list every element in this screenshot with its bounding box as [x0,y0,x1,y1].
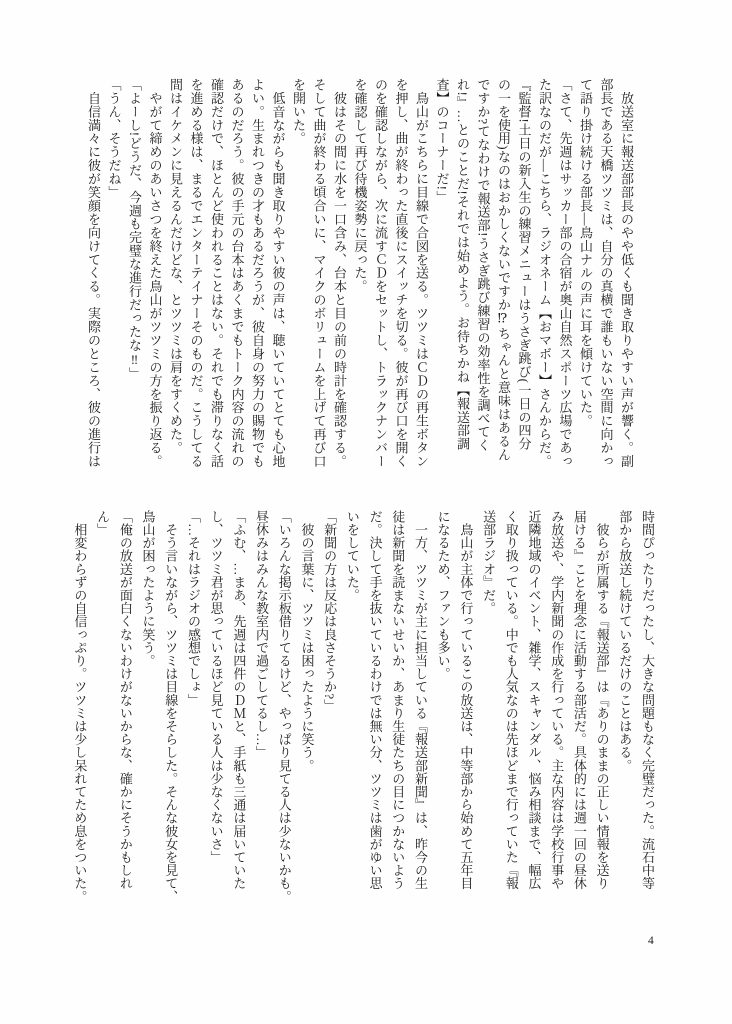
text-line: の一を使用)なのはおかしくないですか⁉ちゃんと意味はあるん [496,78,511,462]
text-line: 近隣地域のイベント、雑学、スキャンダル、悩み相談まで、幅広 [526,510,542,890]
bottom-text-block [68,510,658,904]
text-line: て語り掛け続ける部長―鳥山ナルの声に耳を傾けていた。 [578,78,593,428]
text-line: 徒は新聞を読まないせいか、あまり生徒たちの目につかないよう [390,510,406,890]
text-line: になるため、ファンも多い。 [435,510,451,681]
text-line: 相変わらずの自信っぷり。ツツミは少し呆れてため息をついた。 [72,510,88,903]
text-line: し、ツツミ君が思っているほど見ている人は少なくないさ」 [208,510,224,864]
text-line: を開いた。 [291,78,306,146]
text-line: あるのだろう。彼の手元の台本はあくまでもトーク内容の流れの [229,78,245,469]
text-line: 送部ラジオ』だ。 [481,510,497,615]
text-line: 鳥山がこちらに目線で合図を送る。ツツミはＣＤの再生ボタン [414,78,429,469]
text-line: 「いろんな掲示板借りてるけど、やっぱり見てる人は少ないかも。 [276,510,292,903]
text-line: を進める様は、まるでエンターテイナーそのものだ。こうしてる [188,78,204,469]
text-line: 彼の言葉に、ツツミは困ったように笑う。 [299,510,315,772]
text-line: 確認だけで、ほとんど使われることはない。それでも滞りなく話 [209,78,224,469]
text-line: のを確認しながら、次に流すＣＤをセットし、トラックナンバー [373,78,388,469]
text-line: を確認して再び待機姿勢に戻った。 [352,78,368,294]
top-text-block [83,78,637,470]
text-line: 査】のコーナーだ!」 [434,78,450,204]
text-line: 届ける』ことを理念に活動する部活だ。具体的には週一回の昼休 [571,510,587,890]
text-line: 「ふむ、…まあ、先週は四件のＤＭと、手紙も三通は届いていた [231,510,247,890]
text-line: れ!』…とのことだ!それでは始めよう。お待ちかね【報送部調 [455,78,470,451]
text-line: 低音ながらも聞き取りやすい彼の声は、聴いていてとても心地 [270,78,286,469]
text-line: 「俺の放送が面白くないわけがないからな、確かにそうかもしれ [117,510,133,890]
text-line: 「うん、そうだね」 [106,78,122,200]
text-line: だ。決して手を抜いているわけでは無い分、ツツミは歯がゆい思 [367,510,383,890]
text-line: いをしていた。 [344,510,360,602]
text-line: 時間ぴったりだったし、大きな問題もなく完璧だった。流石中等 [640,510,655,890]
text-line: 鳥山が主体で行っているこの放送は、中等部から始めて五年目 [458,510,474,890]
text-line: 部長である天橋ツツミは、自分の真横で誰もいない空間に向かっ [598,78,614,469]
text-line: 「新聞の方は反応は良さそうか?」 [322,510,338,713]
text-line: ん」 [95,510,111,537]
text-line: 鳥山が困ったように笑う。 [140,510,156,668]
text-line: そして曲が終わる頃合いに、マイクのボリュームを上げて再び口 [311,78,327,469]
page-number: 4 [648,935,654,947]
text-line: た訳なのだが―こちら、ラジオネーム【おマボー】さんからだ。 [537,78,552,469]
text-line: 「さて、先週はサッカー部の合宿が奥山自然スポーツ広場であっ [557,78,573,469]
text-line: そう言いながら、ツツミは目線をそらした。そんな彼女を見て、 [163,510,179,903]
text-line: み放送や、学内新聞の作成を行っている。主な内容は学校行事や [549,510,565,890]
text-line: 自信満々に彼が笑顔を向けてくる。実際のところ、彼の進行は [86,78,101,469]
text-line: 彼らが所属する『報送部』は『ありのままの正しい情報を送り [594,510,610,890]
text-line: ですか?てなわけで報送部!うさぎ跳び練習の効率性を調べてく [475,78,491,453]
text-line: 昼休みはみんな教室内で過ごしてるし…」 [254,510,270,759]
text-line: 放送室に報送部部長のやや低くも聞き取りやすい声が響く。副 [619,78,634,469]
text-line: 間はイケメンに見えるんだけどな、とツツミは肩をすくめた。 [168,78,183,455]
text-line: よい。生まれつきの才もあるだろうが、彼自身の努力の賜物でも [250,78,265,469]
text-line: を押し、曲が終わった直後にスイッチを切る。彼が再び口を開く [393,78,409,469]
text-line: 『監督!土日の新入生の練習メニューはうさぎ跳び(一日の四分 [516,78,532,451]
text-line: やがて締めのあいさつを終えた鳥山がツツミの方を振り返る。 [147,78,163,469]
text-line: 部から放送し続けているだけのことはある。 [617,510,633,772]
text-line: く取り扱っている。中でも人気なのは先ほどまで行っていた『報 [503,510,519,890]
text-line: 「…それはラジオの感想でしょ」 [185,510,201,707]
text-line: 彼はその間に水を一口含み、台本と目の前の時計を確認する。 [332,78,347,469]
text-line: 「よーし!どうだ、今週も完璧な進行だったな‼」 [127,78,142,381]
text-line: 一方、ツツミが主に担当している『報送部新聞』は、昨今の生 [412,510,428,890]
